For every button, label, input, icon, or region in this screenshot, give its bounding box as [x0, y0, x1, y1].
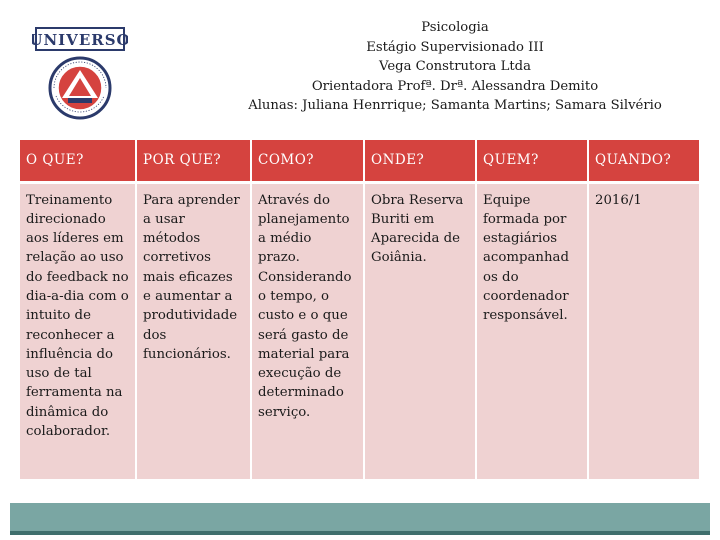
cell-when: 2016/1 [588, 182, 699, 479]
cell-how: Através do planejamento a médio prazo. Considerando o tempo, o custo e o que será gasto de material para execução de determinado serviço. [251, 182, 364, 479]
action-plan-table [20, 140, 699, 479]
footer-divider [10, 531, 710, 535]
table-row [20, 182, 699, 479]
header-how: COMO? [251, 140, 364, 182]
university-logo [32, 26, 128, 122]
cell-why: Para aprender a usar métodos corretivos mais eficazes e aumentar a produtividade dos funcionários. [136, 182, 251, 479]
header-who: QUEM? [476, 140, 588, 182]
svg-text:UNIVERSO: UNIVERSO [32, 31, 128, 49]
header-why: POR QUE? [136, 140, 251, 182]
advisor-line: Orientadora Profª. Drª. Alessandra Demito [311, 78, 599, 94]
header-where: ONDE? [364, 140, 476, 182]
header-when: QUANDO? [588, 140, 699, 182]
footer-bar [10, 503, 710, 531]
course-title: Psicologia [421, 20, 489, 35]
students-line: Alunas: Juliana Henrrique; Samanta Martins; Samara Silvério [248, 98, 662, 114]
company-name: Vega Construtora Ltda [379, 59, 531, 75]
table-header-row [20, 140, 699, 182]
slide-header [190, 18, 720, 116]
header-what: O QUE? [20, 140, 136, 182]
universo-logo-icon [32, 26, 128, 122]
cell-what: Treinamento direcionado aos líderes em relação ao uso do feedback no dia-a-dia com o intuito de reconhecer a influência do uso de tal ferramenta na dinâmica do colaborador. [20, 182, 136, 479]
cell-where: Obra Reserva Buriti em Aparecida de Goiânia. [364, 182, 476, 479]
cell-who: Equipe formada por estagiários acompanhad os do coordenador responsável. [476, 182, 588, 479]
internship-title: Estágio Supervisionado III [366, 39, 544, 55]
